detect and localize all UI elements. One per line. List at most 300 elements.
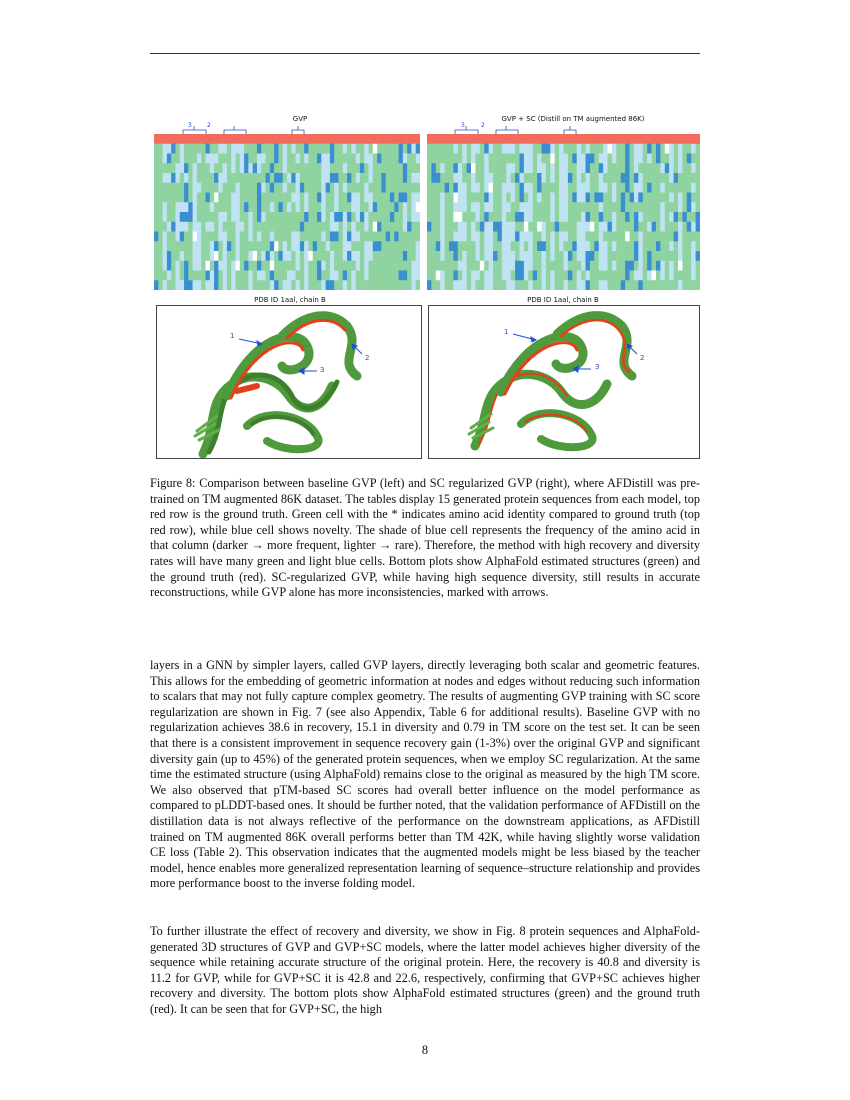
sequence-cell bbox=[471, 163, 476, 173]
sequence-cell bbox=[568, 144, 573, 154]
sequence-cell bbox=[326, 144, 331, 154]
sequence-cell bbox=[356, 261, 361, 271]
sequence-cell bbox=[171, 202, 176, 212]
sequence-cell bbox=[163, 232, 168, 242]
sequence-cell bbox=[184, 144, 189, 154]
sequence-cell bbox=[296, 232, 301, 242]
sequence-cell bbox=[572, 271, 577, 281]
sequence-cell bbox=[326, 251, 331, 261]
sequence-cell bbox=[193, 183, 198, 193]
sequence-cell bbox=[674, 271, 679, 281]
sequence-cell bbox=[506, 261, 511, 271]
sequence-cell bbox=[283, 202, 288, 212]
sequence-cell bbox=[296, 154, 301, 164]
sequence-cell bbox=[308, 241, 313, 251]
sequence-cell bbox=[634, 280, 639, 290]
sequence-cell bbox=[586, 271, 591, 281]
ground-truth-cell bbox=[559, 134, 564, 144]
left-bracket-label-2: 2 bbox=[207, 122, 211, 129]
sequence-cell bbox=[550, 271, 555, 281]
sequence-cell bbox=[431, 202, 436, 212]
sequence-cell bbox=[291, 212, 296, 222]
sequence-cell bbox=[180, 222, 185, 232]
sequence-cell bbox=[291, 173, 296, 183]
sequence-cell bbox=[386, 173, 391, 183]
sequence-cell bbox=[475, 193, 480, 203]
sequence-cell bbox=[581, 251, 586, 261]
sequence-cell bbox=[674, 163, 679, 173]
right-structure-plot bbox=[428, 305, 700, 459]
sequence-cell bbox=[467, 280, 472, 290]
sequence-cell bbox=[394, 173, 399, 183]
sequence-cell bbox=[244, 193, 249, 203]
sequence-cell bbox=[399, 202, 404, 212]
sequence-cell bbox=[638, 193, 643, 203]
sequence-cell bbox=[351, 144, 356, 154]
sequence-cell bbox=[528, 271, 533, 281]
sequence-cell bbox=[493, 271, 498, 281]
sequence-cell bbox=[274, 271, 279, 281]
ground-truth-cell bbox=[652, 134, 657, 144]
sequence-cell bbox=[436, 144, 441, 154]
sequence-cell bbox=[313, 232, 318, 242]
sequence-cell bbox=[559, 154, 564, 164]
sequence-cell bbox=[445, 222, 450, 232]
sequence-cell bbox=[330, 251, 335, 261]
sequence-cell bbox=[528, 212, 533, 222]
sequence-cell bbox=[599, 183, 604, 193]
sequence-cell bbox=[158, 183, 163, 193]
sequence-cell bbox=[184, 154, 189, 164]
sequence-cell bbox=[223, 232, 228, 242]
sequence-cell bbox=[381, 183, 386, 193]
sequence-cell bbox=[572, 183, 577, 193]
sequence-cell bbox=[193, 251, 198, 261]
sequence-cell bbox=[652, 280, 657, 290]
sequence-cell bbox=[555, 173, 560, 183]
sequence-cell bbox=[630, 280, 635, 290]
sequence-cell bbox=[647, 271, 652, 281]
sequence-cell bbox=[278, 144, 283, 154]
sequence-cell bbox=[550, 202, 555, 212]
sequence-cell bbox=[334, 202, 339, 212]
ground-truth-cell bbox=[515, 134, 520, 144]
sequence-cell bbox=[416, 271, 420, 281]
sequence-cell bbox=[621, 251, 626, 261]
sequence-cell bbox=[253, 183, 258, 193]
sequence-cell bbox=[616, 261, 621, 271]
sequence-cell bbox=[261, 193, 266, 203]
sequence-cell bbox=[231, 212, 236, 222]
sequence-cell bbox=[599, 241, 604, 251]
sequence-cell bbox=[462, 193, 467, 203]
sequence-cell bbox=[511, 261, 516, 271]
sequence-cell bbox=[278, 271, 283, 281]
sequence-cell bbox=[449, 261, 454, 271]
sequence-cell bbox=[440, 154, 445, 164]
sequence-cell bbox=[564, 241, 569, 251]
sequence-cell bbox=[550, 163, 555, 173]
ground-truth-cell bbox=[386, 134, 391, 144]
ground-truth-cell bbox=[364, 134, 369, 144]
sequence-cell bbox=[278, 212, 283, 222]
sequence-cell bbox=[266, 222, 271, 232]
sequence-cell bbox=[364, 232, 369, 242]
sequence-cell bbox=[274, 251, 279, 261]
sequence-cell bbox=[223, 183, 228, 193]
sequence-cell bbox=[283, 173, 288, 183]
sequence-cell bbox=[475, 202, 480, 212]
sequence-cell bbox=[343, 183, 348, 193]
sequence-cell bbox=[231, 183, 236, 193]
sequence-cell bbox=[360, 163, 365, 173]
sequence-cell bbox=[458, 202, 463, 212]
sequence-cell bbox=[634, 222, 639, 232]
ground-truth-cell bbox=[581, 134, 586, 144]
sequence-cell bbox=[347, 212, 352, 222]
left-structure-plot bbox=[156, 305, 422, 459]
sequence-cell bbox=[351, 202, 356, 212]
sequence-cell bbox=[236, 154, 241, 164]
sequence-cell bbox=[236, 222, 241, 232]
sequence-cell bbox=[158, 241, 163, 251]
sequence-cell bbox=[449, 163, 454, 173]
sequence-cell bbox=[231, 144, 236, 154]
sequence-cell bbox=[467, 261, 472, 271]
sequence-cell bbox=[218, 232, 223, 242]
sequence-cell bbox=[167, 271, 172, 281]
sequence-cell bbox=[240, 232, 245, 242]
sequence-cell bbox=[347, 163, 352, 173]
ground-truth-cell bbox=[399, 134, 404, 144]
sequence-cell bbox=[572, 241, 577, 251]
sequence-cell bbox=[643, 163, 648, 173]
sequence-cell bbox=[386, 241, 391, 251]
sequence-cell bbox=[458, 173, 463, 183]
sequence-cell bbox=[550, 212, 555, 222]
ground-truth-cell bbox=[300, 134, 305, 144]
sequence-cell bbox=[480, 202, 485, 212]
sequence-cell bbox=[399, 271, 404, 281]
ground-truth-cell bbox=[467, 134, 472, 144]
sequence-cell bbox=[612, 183, 617, 193]
sequence-cell bbox=[308, 232, 313, 242]
right-panel-title: GVP + SC (Distill on TM augmented 86K) bbox=[501, 115, 645, 123]
sequence-cell bbox=[643, 232, 648, 242]
sequence-cell bbox=[555, 154, 560, 164]
ground-truth-cell bbox=[253, 134, 258, 144]
sequence-cell bbox=[356, 163, 361, 173]
sequence-cell bbox=[665, 202, 670, 212]
sequence-cell bbox=[214, 271, 219, 281]
ground-truth-cell bbox=[248, 134, 253, 144]
sequence-cell bbox=[647, 193, 652, 203]
sequence-cell bbox=[317, 183, 322, 193]
sequence-cell bbox=[266, 261, 271, 271]
sequence-cell bbox=[594, 193, 599, 203]
sequence-cell bbox=[356, 251, 361, 261]
sequence-cell bbox=[678, 183, 683, 193]
sequence-cell bbox=[515, 261, 520, 271]
sequence-cell bbox=[568, 154, 573, 164]
figure-8 bbox=[150, 112, 705, 460]
sequence-cell bbox=[171, 271, 176, 281]
sequence-cell bbox=[489, 280, 494, 290]
sequence-cell bbox=[669, 271, 674, 281]
sequence-cell bbox=[586, 193, 591, 203]
sequence-cell bbox=[283, 183, 288, 193]
sequence-cell bbox=[347, 251, 352, 261]
ground-truth-cell bbox=[489, 134, 494, 144]
sequence-cell bbox=[568, 241, 573, 251]
sequence-cell bbox=[489, 232, 494, 242]
sequence-cell bbox=[493, 222, 498, 232]
sequence-cell bbox=[287, 241, 292, 251]
sequence-cell bbox=[471, 183, 476, 193]
sequence-cell bbox=[304, 183, 309, 193]
sequence-cell bbox=[471, 251, 476, 261]
sequence-cell bbox=[674, 183, 679, 193]
sequence-cell bbox=[313, 212, 318, 222]
sequence-cell bbox=[445, 173, 450, 183]
sequence-cell bbox=[449, 173, 454, 183]
sequence-cell bbox=[356, 183, 361, 193]
sequence-cell bbox=[214, 232, 219, 242]
sequence-cell bbox=[440, 173, 445, 183]
sequence-cell bbox=[550, 173, 555, 183]
sequence-cell bbox=[660, 241, 665, 251]
sequence-cell bbox=[528, 144, 533, 154]
sequence-cell bbox=[317, 241, 322, 251]
sequence-cell bbox=[326, 154, 331, 164]
sequence-cell bbox=[244, 241, 249, 251]
sequence-cell bbox=[261, 241, 266, 251]
sequence-cell bbox=[599, 202, 604, 212]
sequence-cell bbox=[351, 280, 356, 290]
sequence-cell bbox=[394, 144, 399, 154]
sequence-cell bbox=[519, 154, 524, 164]
sequence-cell bbox=[519, 144, 524, 154]
sequence-cell bbox=[475, 212, 480, 222]
sequence-cell bbox=[180, 183, 185, 193]
sequence-cell bbox=[201, 144, 206, 154]
sequence-cell bbox=[218, 202, 223, 212]
sequence-cell bbox=[364, 222, 369, 232]
sequence-cell bbox=[330, 261, 335, 271]
sequence-cell bbox=[467, 232, 472, 242]
sequence-cell bbox=[660, 173, 665, 183]
ground-truth-cell bbox=[440, 134, 445, 144]
sequence-cell bbox=[205, 173, 210, 183]
sequence-cell bbox=[669, 212, 674, 222]
sequence-cell bbox=[511, 232, 516, 242]
sequence-cell bbox=[171, 232, 176, 242]
sequence-cell bbox=[564, 154, 569, 164]
sequence-cell bbox=[502, 251, 507, 261]
sequence-cell bbox=[691, 232, 696, 242]
sequence-cell bbox=[214, 222, 219, 232]
sequence-cell bbox=[537, 202, 542, 212]
sequence-cell bbox=[240, 212, 245, 222]
sequence-cell bbox=[188, 154, 193, 164]
sequence-cell bbox=[502, 144, 507, 154]
sequence-cell bbox=[158, 271, 163, 281]
sequence-cell bbox=[407, 251, 412, 261]
sequence-cell bbox=[449, 280, 454, 290]
sequence-cell bbox=[541, 154, 546, 164]
sequence-cell bbox=[390, 232, 395, 242]
sequence-cell bbox=[188, 232, 193, 242]
sequence-cell bbox=[528, 183, 533, 193]
sequence-cell bbox=[253, 212, 258, 222]
sequence-cell bbox=[381, 163, 386, 173]
sequence-cell bbox=[634, 241, 639, 251]
sequence-cell bbox=[427, 271, 432, 281]
sequence-cell bbox=[175, 193, 180, 203]
sequence-cell bbox=[533, 280, 538, 290]
sequence-cell bbox=[581, 173, 586, 183]
sequence-cell bbox=[274, 193, 279, 203]
sequence-cell bbox=[188, 173, 193, 183]
sequence-cell bbox=[386, 154, 391, 164]
sequence-cell bbox=[533, 173, 538, 183]
sequence-cell bbox=[317, 261, 322, 271]
sequence-cell bbox=[431, 154, 436, 164]
sequence-cell bbox=[403, 144, 408, 154]
sequence-cell bbox=[541, 202, 546, 212]
sequence-cell bbox=[351, 232, 356, 242]
sequence-cell bbox=[616, 271, 621, 281]
sequence-cell bbox=[665, 261, 670, 271]
sequence-cell bbox=[445, 212, 450, 222]
ground-truth-cell bbox=[261, 134, 266, 144]
sequence-cell bbox=[334, 144, 339, 154]
sequence-cell bbox=[515, 163, 520, 173]
sequence-cell bbox=[436, 202, 441, 212]
sequence-cell bbox=[630, 251, 635, 261]
sequence-cell bbox=[326, 222, 331, 232]
sequence-cell bbox=[638, 271, 643, 281]
sequence-cell bbox=[175, 183, 180, 193]
sequence-cell bbox=[278, 261, 283, 271]
sequence-cell bbox=[436, 241, 441, 251]
sequence-cell bbox=[360, 183, 365, 193]
sequence-cell bbox=[475, 163, 480, 173]
ground-truth-cell bbox=[643, 134, 648, 144]
sequence-cell bbox=[489, 271, 494, 281]
sequence-cell bbox=[696, 271, 700, 281]
sequence-cell bbox=[427, 280, 432, 290]
sequence-cell bbox=[197, 241, 202, 251]
sequence-cell bbox=[223, 271, 228, 281]
sequence-cell bbox=[253, 222, 258, 232]
sequence-cell bbox=[287, 222, 292, 232]
sequence-cell bbox=[373, 222, 378, 232]
sequence-cell bbox=[616, 241, 621, 251]
sequence-cell bbox=[524, 232, 529, 242]
sequence-cell bbox=[511, 241, 516, 251]
sequence-cell bbox=[205, 202, 210, 212]
sequence-cell bbox=[599, 222, 604, 232]
sequence-cell bbox=[660, 163, 665, 173]
sequence-cell bbox=[231, 173, 236, 183]
sequence-cell bbox=[656, 280, 661, 290]
sequence-cell bbox=[678, 193, 683, 203]
sequence-cell bbox=[338, 280, 343, 290]
sequence-cell bbox=[338, 202, 343, 212]
sequence-cell bbox=[278, 193, 283, 203]
sequence-cell bbox=[296, 193, 301, 203]
sequence-cell bbox=[287, 280, 292, 290]
sequence-cell bbox=[407, 163, 412, 173]
sequence-cell bbox=[564, 183, 569, 193]
sequence-cell bbox=[223, 251, 228, 261]
ground-truth-cell bbox=[568, 134, 573, 144]
sequence-cell bbox=[652, 193, 657, 203]
sequence-cell bbox=[257, 261, 262, 271]
sequence-cell bbox=[369, 144, 374, 154]
ground-truth-cell bbox=[231, 134, 236, 144]
sequence-cell bbox=[625, 241, 630, 251]
sequence-cell bbox=[317, 212, 322, 222]
sequence-cell bbox=[594, 144, 599, 154]
sequence-cell bbox=[524, 183, 529, 193]
sequence-cell bbox=[475, 222, 480, 232]
sequence-cell bbox=[253, 280, 258, 290]
sequence-cell bbox=[403, 222, 408, 232]
sequence-cell bbox=[493, 251, 498, 261]
sequence-cell bbox=[621, 183, 626, 193]
ground-truth-cell bbox=[427, 134, 432, 144]
sequence-cell bbox=[674, 261, 679, 271]
sequence-cell bbox=[493, 173, 498, 183]
sequence-cell bbox=[630, 144, 635, 154]
sequence-cell bbox=[586, 212, 591, 222]
sequence-cell bbox=[489, 202, 494, 212]
sequence-cell bbox=[458, 193, 463, 203]
sequence-cell bbox=[612, 154, 617, 164]
sequence-cell bbox=[564, 261, 569, 271]
sequence-cell bbox=[347, 222, 352, 232]
ground-truth-cell bbox=[154, 134, 159, 144]
sequence-cell bbox=[205, 280, 210, 290]
sequence-cell bbox=[630, 183, 635, 193]
sequence-cell bbox=[231, 202, 236, 212]
sequence-cell bbox=[643, 251, 648, 261]
sequence-cell bbox=[287, 193, 292, 203]
sequence-cell bbox=[227, 154, 232, 164]
sequence-cell bbox=[201, 271, 206, 281]
right-bracket-label-3: 3 bbox=[461, 122, 465, 129]
sequence-cell bbox=[351, 241, 356, 251]
sequence-cell bbox=[390, 163, 395, 173]
sequence-cell bbox=[590, 212, 595, 222]
sequence-cell bbox=[227, 183, 232, 193]
sequence-cell bbox=[524, 261, 529, 271]
sequence-cell bbox=[572, 232, 577, 242]
sequence-cell bbox=[411, 261, 416, 271]
sequence-cell bbox=[369, 280, 374, 290]
sequence-cell bbox=[643, 183, 648, 193]
sequence-cell bbox=[193, 154, 198, 164]
sequence-cell bbox=[287, 163, 292, 173]
sequence-cell bbox=[660, 202, 665, 212]
ground-truth-cell bbox=[630, 134, 635, 144]
sequence-cell bbox=[407, 271, 412, 281]
sequence-cell bbox=[475, 261, 480, 271]
sequence-cell bbox=[682, 261, 687, 271]
sequence-cell bbox=[625, 193, 630, 203]
